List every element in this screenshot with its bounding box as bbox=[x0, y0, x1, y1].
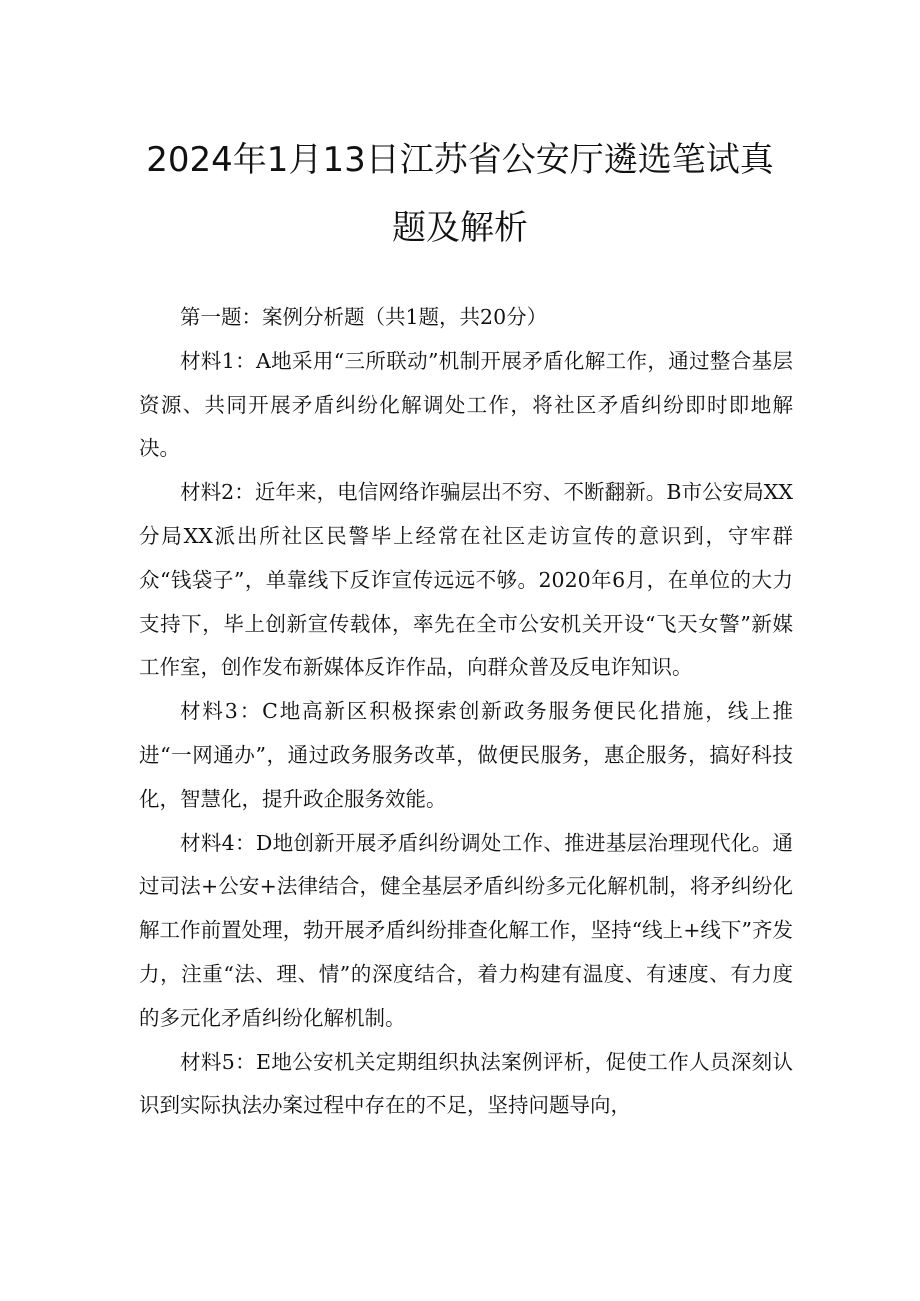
material-2-paragraph: 材料2：近年来，电信网络诈骗层出不穷、不断翻新。B市公安局XX分局XX派出所社区民警毕上经常在社区走访宣传的意识到，守牢群众“钱袋子”，单靠线下反诈宣传远远不够。2020年6月，在单位的大力支持下，毕上创新宣传载体，率先在全市公安机关开设“飞天女警”新媒工作室，创作发布新媒体反诈作品，向群众普及反电诈知识。 bbox=[139, 480, 793, 680]
question-heading: 第一题：案例分析题（共1题，共20分） bbox=[180, 305, 548, 329]
document-title-line-1: 2024年1月13日江苏省公安厅遴选笔试真 bbox=[146, 140, 774, 180]
material-3-paragraph: 材料3：C地高新区积极探索创新政务服务便民化措施，线上推进“一网通办”，通过政务服务改革，做便民服务，惠企服务，搞好科技化，智慧化，提升政企服务效能。 bbox=[139, 699, 793, 811]
material-5-paragraph: 材料5：E地公安机关定期组织执法案例评析，促使工作人员深刻认识到实际执法办案过程中存在的不足，坚持问题导向， bbox=[139, 1049, 793, 1118]
document-body bbox=[139, 296, 793, 1128]
material-1-paragraph: 材料1：A地采用“三所联动”机制开展矛盾化解工作，通过整合基层资源、共同开展矛盾纠纷化解调处工作，将社区矛盾纠纷即时即地解决。 bbox=[139, 348, 793, 461]
document-title-line-2: 题及解析 bbox=[392, 208, 528, 248]
material-4-paragraph: 材料4：D地创新开展矛盾纠纷调处工作、推进基层治理现代化。通过司法+公安+法律结合，健全基层矛盾纠纷多元化解机制，将矛纠纷化解工作前置处理，勃开展矛盾纠纷排查化解工作，坚持“线上+线下”齐发力，注重“法、理、情”的深度结合，着力构建有温度、有速度、有力度的多元化矛盾纠纷化解机制。 bbox=[139, 830, 793, 1030]
